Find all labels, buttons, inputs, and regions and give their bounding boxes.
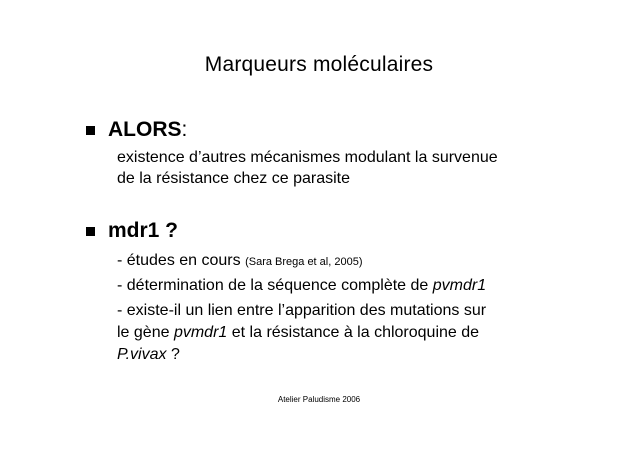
square-bullet-icon: [86, 126, 95, 135]
item3-end: ?: [170, 346, 180, 363]
mdr1-heading: mdr1 ?: [108, 219, 179, 242]
alors-colon: :: [181, 118, 188, 141]
item3-gene: pvmdr1: [173, 324, 228, 341]
item1-reference: (Sara Brega et al, 2005): [245, 256, 363, 268]
alors-line-2: de la résistance chez ce parasite: [117, 170, 351, 187]
item1-text: - études en cours: [117, 252, 241, 269]
alors-line-1: existence d’autres mécanismes modulant la survenue: [117, 149, 498, 166]
item3-line2-b: et la résistance à la chloroquine de: [231, 324, 480, 341]
alors-heading: ALORS: [108, 118, 182, 141]
bullet-alors-text: [108, 117, 187, 143]
item3-species: P.vivax: [117, 346, 167, 363]
mdr1-item-3-line-3: [117, 344, 180, 365]
slide-footer: Atelier Paludisme 2006: [277, 395, 361, 404]
mdr1-item-1: [117, 250, 362, 273]
item2-text: - détermination de la séquence complète de: [117, 277, 429, 294]
square-bullet-icon: [86, 227, 95, 236]
mdr1-item-3-line-2: [117, 322, 479, 343]
item3-line2-a: le gène: [117, 324, 170, 341]
slide-title: Marqueurs moléculaires: [204, 53, 434, 76]
item2-gene: pvmdr1: [432, 277, 487, 294]
bullet-alors: [86, 117, 187, 143]
bullet-mdr1: [86, 218, 178, 244]
mdr1-item-2: [117, 275, 486, 296]
mdr1-item-3-line-1: - existe-il un lien entre l’apparition des mutations sur: [117, 302, 487, 319]
